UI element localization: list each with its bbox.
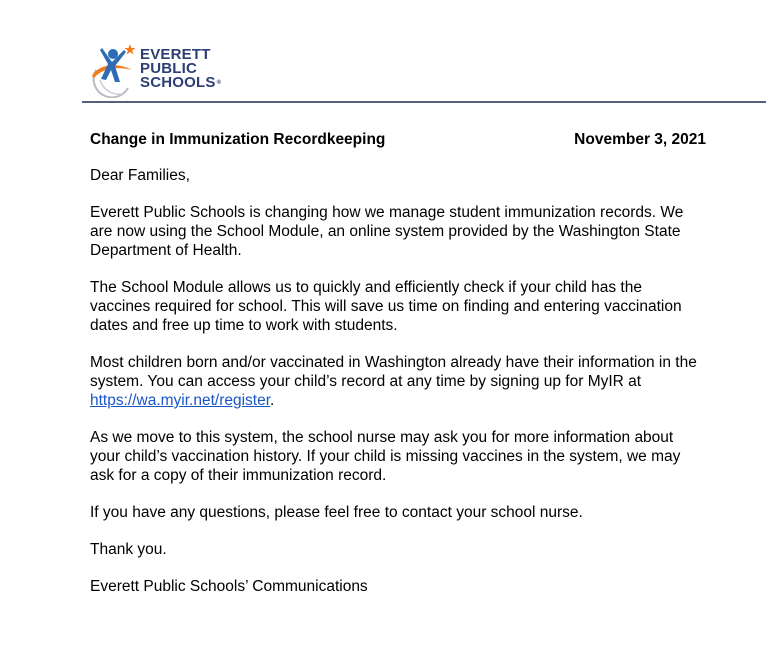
paragraph-1: Everett Public Schools is changing how we manage student immunization records. We are now using the School Module, an online system provided by the Washington State Department of Health. <box>90 204 684 259</box>
header-divider <box>82 101 766 103</box>
myir-register-link[interactable]: https://wa.myir.net/register <box>90 392 271 409</box>
letter-title: Change in Immunization Recordkeeping <box>90 131 386 148</box>
greeting: Dear Families, <box>90 167 190 184</box>
signature: Everett Public Schools’ Communications <box>90 578 368 595</box>
letterhead-logo <box>88 40 248 100</box>
paragraph-3-end: . <box>270 392 275 409</box>
wordmark-line-1: EVERETT <box>140 46 211 63</box>
letter-heading <box>90 130 706 149</box>
paragraph-2: The School Module allows us to quickly and efficiently check if your child has the vaccines required for school. This will save us time on finding and entering vaccination dates and free up time to work with students. <box>90 279 682 334</box>
wordmark-line-3-text: SCHOOLS <box>140 74 216 91</box>
closing: Thank you. <box>90 541 167 558</box>
paragraph-3 <box>90 353 706 410</box>
district-wordmark <box>140 48 221 90</box>
paragraph-5: If you have any questions, please feel free to contact your school nurse. <box>90 504 583 521</box>
registered-mark: ® <box>216 80 222 86</box>
wordmark-line-2: PUBLIC <box>140 60 198 77</box>
letter-body <box>90 130 706 614</box>
wordmark-line-3 <box>140 76 221 90</box>
district-logo-icon <box>88 40 138 98</box>
paragraph-3-text: Most children born and/or vaccinated in Washington already have their information in the system. You can access your child’s record at any time by signing up for MyIR at <box>90 354 697 390</box>
letter-date: November 3, 2021 <box>574 131 706 148</box>
paragraph-4: As we move to this system, the school nurse may ask you for more information about your child’s vaccination history. If your child is missing vaccines in the system, we may ask for a copy of their immunization record. <box>90 429 681 484</box>
